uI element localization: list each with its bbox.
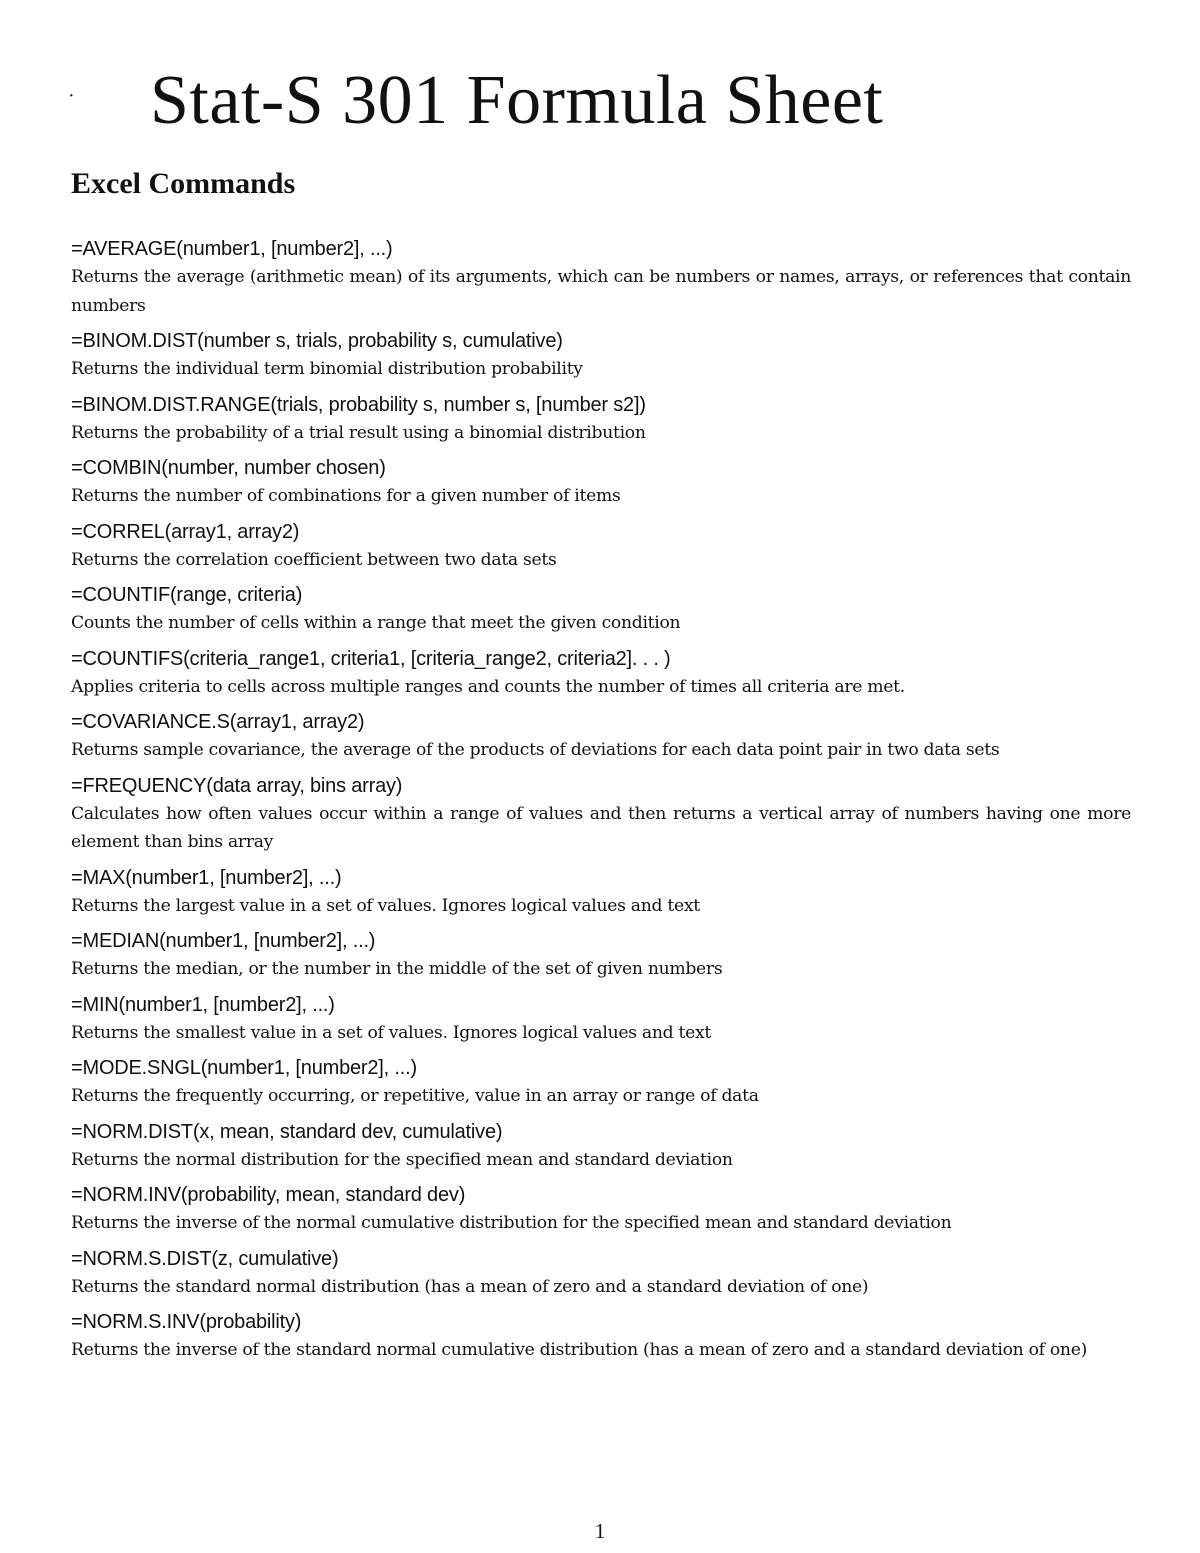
command-entry-frequency (71, 772, 1131, 857)
command-description: Returns the number of combinations for a given number of items (71, 486, 621, 506)
command-entry-min (71, 991, 1131, 1048)
command-entry-mode-sngl (71, 1054, 1131, 1111)
command-entry-combin (71, 454, 1131, 511)
command-entry-binom-dist-range (71, 391, 1131, 448)
command-syntax: =COMBIN(number, number chosen) (71, 457, 386, 479)
command-syntax: =NORM.DIST(x, mean, standard dev, cumulative) (71, 1120, 503, 1143)
command-entry-median (71, 927, 1131, 984)
command-description: Returns the inverse of the normal cumulative distribution for the specified mean and standard deviation (71, 1213, 952, 1233)
command-description: Calculates how often values occur within a range of values and then returns a vertical array of numbers having one more element than bins array (71, 803, 1131, 852)
command-description: Returns the standard normal distribution (has a mean of zero and a standard deviation of one) (71, 1276, 869, 1297)
command-syntax: =CORREL(array1, array2) (71, 520, 300, 543)
command-entry-norm-s-dist (71, 1245, 1131, 1302)
command-syntax: =COVARIANCE.S(array1, array2) (71, 711, 365, 733)
command-description: Returns the individual term binomial distribution probability (71, 359, 583, 379)
command-entry-average (71, 235, 1131, 320)
command-description: Applies criteria to cells across multiple ranges and counts the number of times all criteria are met. (71, 676, 905, 697)
command-entry-norm-inv (71, 1181, 1131, 1238)
command-syntax: =NORM.S.INV(probability) (71, 1311, 302, 1333)
command-syntax: =MODE.SNGL(number1, [number2], ...) (71, 1057, 417, 1079)
command-entry-norm-s-inv (71, 1308, 1131, 1365)
page-title: Stat-S 301 Formula Sheet (150, 62, 884, 139)
command-description: Returns the smallest value in a set of values. Ignores logical values and text (71, 1022, 711, 1043)
command-syntax: =COUNTIFS(criteria_range1, criteria1, [criteria_range2, criteria2]. . . ) (71, 647, 671, 670)
command-description: Returns sample covariance, the average of the products of deviations for each data point pair in two data sets (71, 740, 1000, 760)
excel-command-list (71, 235, 1131, 1372)
command-description: Returns the median, or the number in the middle of the set of given numbers (71, 959, 723, 979)
command-description: Counts the number of cells within a range that meet the given condition (71, 613, 681, 633)
command-syntax: =BINOM.DIST.RANGE(trials, probability s, number s, [number s2]) (71, 393, 646, 416)
bullet-mark: · (68, 85, 75, 107)
command-syntax: =FREQUENCY(data array, bins array) (71, 774, 403, 797)
command-syntax: =AVERAGE(number1, [number2], ...) (71, 238, 393, 260)
command-syntax: =MAX(number1, [number2], ...) (71, 866, 342, 889)
command-description: Returns the largest value in a set of values. Ignores logical values and text (71, 895, 700, 916)
command-syntax: =MIN(number1, [number2], ...) (71, 993, 335, 1016)
command-description: Returns the correlation coefficient between two data sets (71, 549, 557, 570)
page-number: 1 (594, 1519, 606, 1543)
command-description: Returns the inverse of the standard normal cumulative distribution (has a mean of zero and a standard deviation of one) (71, 1340, 1087, 1360)
command-description: Returns the normal distribution for the specified mean and standard deviation (71, 1149, 733, 1170)
command-syntax: =NORM.INV(probability, mean, standard dev) (71, 1184, 466, 1206)
command-entry-correl (71, 518, 1131, 575)
section-heading-excel-commands: Excel Commands (71, 167, 296, 200)
command-description: Returns the average (arithmetic mean) of its arguments, which can be numbers or names, arrays, or references that contain numbers (71, 267, 1131, 316)
command-entry-norm-dist (71, 1118, 1131, 1175)
command-description: Returns the frequently occurring, or repetitive, value in an array or range of data (71, 1086, 759, 1106)
command-entry-max (71, 864, 1131, 921)
command-entry-covariance-s (71, 708, 1131, 765)
command-entry-countifs (71, 645, 1131, 702)
command-description: Returns the probability of a trial result using a binomial distribution (71, 422, 646, 443)
command-syntax: =BINOM.DIST(number s, trials, probability s, cumulative) (71, 330, 563, 352)
command-syntax: =COUNTIF(range, criteria) (71, 584, 303, 606)
command-syntax: =NORM.S.DIST(z, cumulative) (71, 1247, 339, 1270)
command-entry-binom-dist (71, 327, 1131, 384)
command-entry-countif (71, 581, 1131, 638)
command-syntax: =MEDIAN(number1, [number2], ...) (71, 930, 376, 952)
